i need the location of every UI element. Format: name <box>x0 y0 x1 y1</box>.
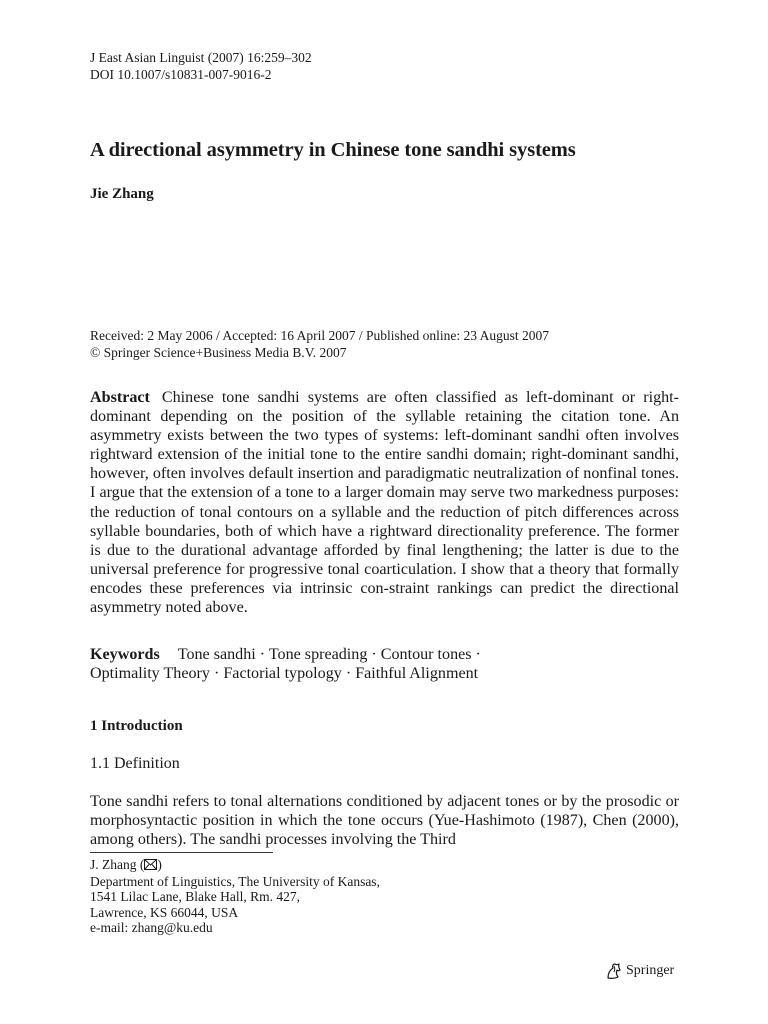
springer-horse-icon <box>605 962 623 980</box>
keywords-line-1: Tone sandhi · Tone spreading · Contour tones · <box>177 646 481 663</box>
author-footnote <box>90 857 380 936</box>
footnote-email[interactable]: e-mail: zhang@ku.edu <box>90 920 213 935</box>
publisher-name: Springer <box>626 963 675 978</box>
envelope-icon <box>144 858 157 874</box>
journal-citation: J East Asian Linguist (2007) 16:259–302 <box>90 50 312 65</box>
history-dates: Received: 2 May 2006 / Accepted: 16 April 2007 / Published online: 23 August 2007 <box>90 328 549 343</box>
abstract-heading: Abstract <box>90 389 150 406</box>
footnote-department: Department of Linguistics, The University of Kansas, <box>90 873 380 889</box>
keywords-line-2: Optimality Theory · Factorial typology · Faithful Alignment <box>90 665 479 682</box>
doi-link[interactable]: DOI 10.1007/s10831-007-9016-2 <box>90 67 272 82</box>
journal-header <box>90 49 312 83</box>
subsection-title-definition: 1.1 Definition <box>90 755 180 772</box>
body-paragraph-text: Tone sandhi refers to tonal alternations conditioned by adjacent tones or by the prosodic or morphosyntactic position in which the tone occurs (Yue-Hashimoto (1987), Chen (2000), among others). The sandhi processes involving the Third <box>90 793 679 849</box>
footnote-author-suffix: ) <box>157 857 162 872</box>
footnote-author-prefix: J. Zhang ( <box>90 857 145 872</box>
footnote-address-1: 1541 Lilac Lane, Blake Hall, Rm. 427, <box>90 889 300 904</box>
footnote-rule <box>90 852 273 853</box>
article-author: Jie Zhang <box>90 186 154 202</box>
keywords <box>90 645 679 683</box>
article-title: A directional asymmetry in Chinese tone sandhi systems <box>90 139 576 161</box>
publication-dates <box>90 327 549 361</box>
copyright-notice: © Springer Science+Business Media B.V. 2007 <box>90 345 347 360</box>
abstract <box>90 388 679 617</box>
keywords-heading: Keywords <box>90 646 160 663</box>
body-paragraph <box>90 792 679 849</box>
section-title-introduction: 1 Introduction <box>90 718 183 734</box>
footnote-address-2: Lawrence, KS 66044, USA <box>90 904 239 920</box>
abstract-text: Chinese tone sandhi systems are often classified as left-dominant or right-dominant depending on the position of the syllable retaining the citation tone. An asymmetry exists between the two types of systems: left-dominant sandhi often involves rightward extension of the initial tone to the entire sandhi domain; right-dominant sandhi, however, often involves default insertion and paradigmatic neutralization of nonfinal tones. I argue that the extension of a tone to a larger domain may serve two markedness purposes: the reduction of tonal contours on a syllable and the reduction of pitch differences across syllable boundaries, both of which have a rightward directionality preference. The former is due to the durational advantage afforded by final lengthening; the latter is due to the universal preference for progressive tonal coarticulation. I show that a theory that formally encodes these preferences via intrinsic con-straint rankings can predict the directional asymmetry noted above. <box>90 389 679 617</box>
publisher-logo <box>605 962 674 980</box>
